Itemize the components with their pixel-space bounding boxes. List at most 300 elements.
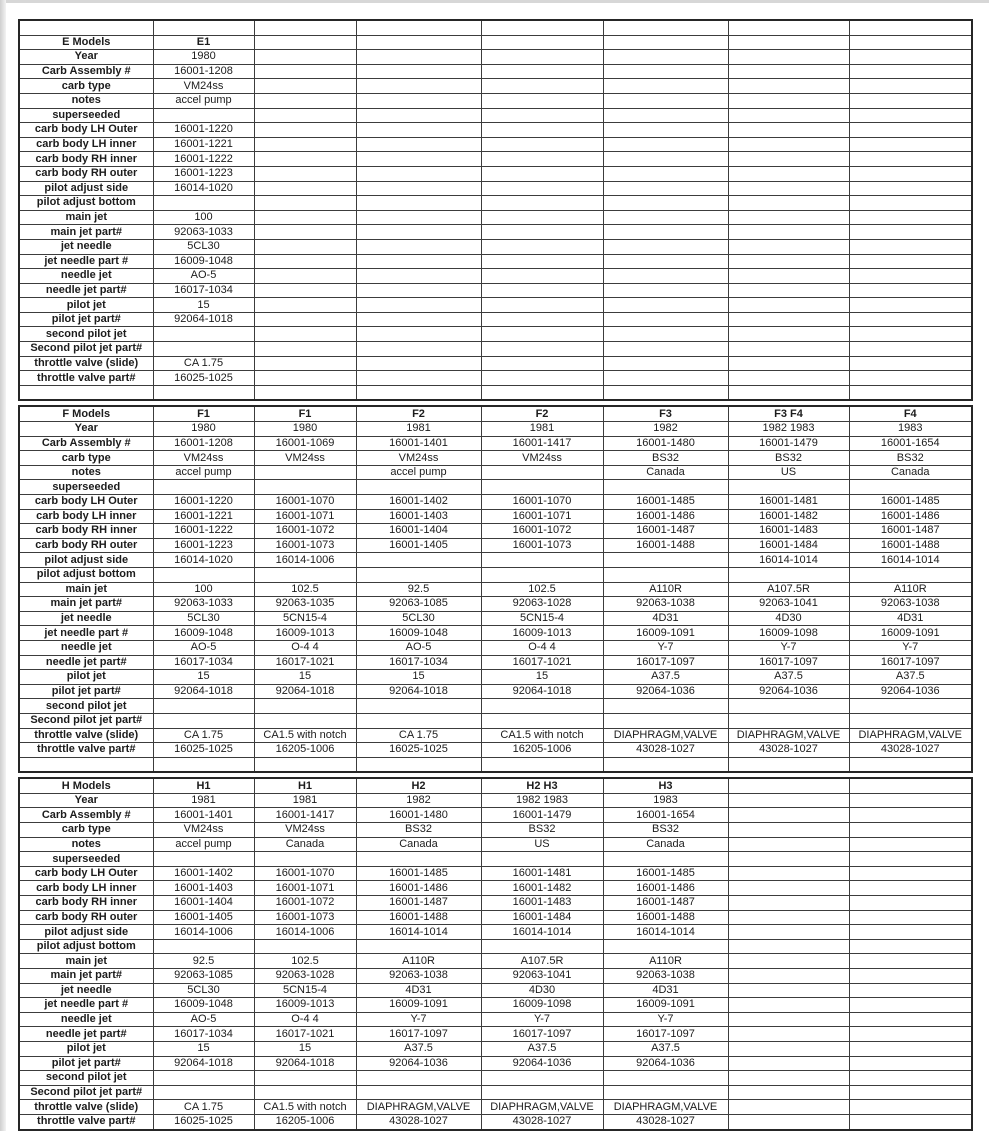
data-cell [849,93,972,108]
row-label: throttle valve (slide) [19,728,153,743]
data-cell: 16001-1402 [153,866,254,881]
data-cell [153,852,254,867]
data-cell [849,298,972,313]
data-cell: 16001-1487 [849,524,972,539]
data-cell [603,137,728,152]
data-cell [603,283,728,298]
data-cell [356,939,481,954]
column-header [849,35,972,50]
data-cell: 16017-1097 [728,655,849,670]
data-cell: 16009-1098 [481,998,603,1013]
data-cell: 16009-1091 [849,626,972,641]
data-cell: 16001-1486 [849,509,972,524]
data-cell [254,480,356,495]
data-cell [153,699,254,714]
data-cell [849,50,972,65]
row-label: carb body LH inner [19,137,153,152]
data-cell: 16001-1487 [603,896,728,911]
table-row [19,1012,972,1027]
data-cell [849,254,972,269]
data-cell: 16001-1484 [728,538,849,553]
data-cell [728,283,849,298]
data-cell [728,342,849,357]
data-cell: A107.5R [481,954,603,969]
row-label: carb body LH Outer [19,866,153,881]
data-cell: 16025-1025 [153,743,254,758]
column-header [254,35,356,50]
data-cell: Y-7 [356,1012,481,1027]
row-label: pilot adjust bottom [19,196,153,211]
table-row [19,567,972,582]
section-title: E Models [19,35,153,50]
data-cell [603,196,728,211]
table-row [19,108,972,123]
column-header: F3 F4 [728,406,849,421]
data-cell: 16014-1006 [254,553,356,568]
row-label: pilot adjust side [19,925,153,940]
table-row [19,79,972,94]
data-cell: 16001-1654 [603,808,728,823]
data-cell: 92063-1041 [728,597,849,612]
data-cell [254,269,356,284]
data-cell: 92064-1036 [849,684,972,699]
blank-label-cell [19,20,153,35]
data-cell [481,327,603,342]
row-label: needle jet part# [19,1027,153,1042]
data-cell: 5CL30 [153,239,254,254]
data-cell: 16001-1487 [356,896,481,911]
data-cell [728,239,849,254]
table-row [19,64,972,79]
data-cell: 16001-1488 [603,910,728,925]
data-cell [254,254,356,269]
data-cell: 16001-1482 [728,509,849,524]
data-cell [849,1085,972,1100]
column-header [849,778,972,793]
row-label: needle jet [19,640,153,655]
data-cell [356,342,481,357]
blank-cell [153,757,254,772]
data-cell [849,1100,972,1115]
data-cell: A37.5 [849,670,972,685]
data-cell: 16001-1482 [481,881,603,896]
row-label: superseeded [19,480,153,495]
data-cell: VM24ss [254,823,356,838]
data-cell [603,713,728,728]
data-cell: 1981 [481,422,603,437]
data-cell: 16001-1070 [254,866,356,881]
row-label: carb body LH Outer [19,495,153,510]
data-cell [728,1114,849,1129]
data-cell: 15 [254,670,356,685]
column-header: H3 [603,778,728,793]
row-label: pilot jet part# [19,684,153,699]
data-cell [356,123,481,138]
data-cell [481,181,603,196]
table-row [19,93,972,108]
row-label: carb body RH inner [19,896,153,911]
data-cell [603,269,728,284]
table-row [19,837,972,852]
row-label: Carb Assembly # [19,808,153,823]
data-cell [849,480,972,495]
data-cell [254,567,356,582]
data-cell: 16009-1013 [481,626,603,641]
data-cell: 16001-1073 [481,538,603,553]
data-cell [356,181,481,196]
section-title: F Models [19,406,153,421]
table-row [19,239,972,254]
data-cell: 16001-1479 [728,436,849,451]
data-cell [849,881,972,896]
data-cell: AO-5 [153,1012,254,1027]
table-row [19,969,972,984]
data-cell [849,79,972,94]
data-cell [481,50,603,65]
data-cell [481,225,603,240]
data-cell: 16009-1048 [153,254,254,269]
data-cell: CA 1.75 [153,728,254,743]
data-cell: accel pump [153,837,254,852]
data-cell [481,137,603,152]
data-cell [356,152,481,167]
data-cell [481,123,603,138]
data-cell: 92063-1028 [481,597,603,612]
data-cell: 16001-1404 [356,524,481,539]
data-cell: 43028-1027 [603,1114,728,1129]
data-cell: DIAPHRAGM,VALVE [603,728,728,743]
data-cell: 16001-1486 [603,881,728,896]
data-cell [728,1071,849,1086]
data-cell: US [728,465,849,480]
data-cell: 16014-1006 [153,925,254,940]
data-cell: 92063-1038 [849,597,972,612]
data-cell [728,152,849,167]
data-cell: A110R [849,582,972,597]
data-cell: 16205-1006 [254,1114,356,1129]
data-cell [728,567,849,582]
data-cell [849,210,972,225]
data-cell: 4D31 [603,983,728,998]
data-cell [849,64,972,79]
row-label: notes [19,465,153,480]
data-cell: 16014-1014 [603,925,728,940]
data-cell [728,969,849,984]
data-cell [254,108,356,123]
data-cell: 16001-1488 [849,538,972,553]
data-cell [849,823,972,838]
table-row [19,1027,972,1042]
table-row [19,254,972,269]
data-cell [254,79,356,94]
blank-cell [849,20,972,35]
data-cell: BS32 [603,823,728,838]
table-row [19,166,972,181]
data-cell [254,93,356,108]
table-row [19,670,972,685]
row-label: needle jet part# [19,655,153,670]
data-cell: 16017-1021 [254,1027,356,1042]
data-cell: 16001-1481 [481,866,603,881]
data-cell [356,210,481,225]
data-cell: CA 1.75 [356,728,481,743]
data-cell [728,713,849,728]
data-cell: 1982 1983 [728,422,849,437]
data-cell: 16001-1220 [153,495,254,510]
column-header [728,778,849,793]
row-label: notes [19,93,153,108]
data-cell: 1980 [153,50,254,65]
data-cell [254,225,356,240]
data-cell [254,137,356,152]
data-cell [481,312,603,327]
table-row [19,793,972,808]
row-label: carb body RH outer [19,910,153,925]
table-row [19,655,972,670]
data-cell: BS32 [849,451,972,466]
row-label: second pilot jet [19,699,153,714]
data-cell: A37.5 [603,670,728,685]
blank-cell [603,385,728,400]
data-cell: 16001-1208 [153,436,254,451]
data-cell [481,480,603,495]
row-label: main jet [19,954,153,969]
data-cell [728,910,849,925]
table-row [19,538,972,553]
data-cell [356,225,481,240]
data-cell: 16025-1025 [153,371,254,386]
data-cell [849,196,972,211]
row-label: pilot adjust bottom [19,567,153,582]
data-cell [356,312,481,327]
data-cell: 92064-1018 [254,684,356,699]
data-cell [728,925,849,940]
data-cell [603,852,728,867]
data-cell: 16017-1021 [481,655,603,670]
data-cell: 43028-1027 [356,1114,481,1129]
data-cell: 92063-1038 [356,969,481,984]
data-cell: A110R [603,582,728,597]
data-cell [481,298,603,313]
row-label: main jet part# [19,969,153,984]
data-cell: O-4 4 [254,640,356,655]
data-cell: 16001-1404 [153,896,254,911]
data-cell: 16009-1013 [254,626,356,641]
blank-cell [254,20,356,35]
column-header [728,35,849,50]
data-cell: 16001-1488 [356,910,481,925]
e-models-table [18,19,973,401]
data-cell [728,79,849,94]
data-cell [254,713,356,728]
data-cell: 16001-1405 [356,538,481,553]
data-cell: BS32 [728,451,849,466]
data-cell [481,713,603,728]
data-cell: 5CL30 [356,611,481,626]
blank-cell [153,385,254,400]
data-cell [481,269,603,284]
blank-cell [728,757,849,772]
table-row [19,998,972,1013]
data-cell: DIAPHRAGM,VALVE [356,1100,481,1115]
data-cell [849,1056,972,1071]
table-row [19,640,972,655]
table-row [19,327,972,342]
row-label: throttle valve (slide) [19,356,153,371]
data-cell [481,1071,603,1086]
data-cell [849,108,972,123]
data-cell: 5CN15-4 [254,611,356,626]
data-cell [481,283,603,298]
data-cell [849,356,972,371]
data-cell [849,181,972,196]
column-header: H1 [153,778,254,793]
data-cell [356,713,481,728]
data-cell [603,181,728,196]
data-cell [481,93,603,108]
data-cell [254,327,356,342]
data-cell: accel pump [153,93,254,108]
data-cell: 5CN15-4 [254,983,356,998]
data-cell: Y-7 [728,640,849,655]
row-label: main jet [19,210,153,225]
data-cell: 16001-1220 [153,123,254,138]
data-cell [254,852,356,867]
data-cell [356,298,481,313]
data-cell: 16001-1481 [728,495,849,510]
data-cell [481,254,603,269]
table-row [19,524,972,539]
blank-cell [481,757,603,772]
data-cell: 16001-1072 [254,524,356,539]
data-cell [254,50,356,65]
column-header [356,35,481,50]
data-cell [728,64,849,79]
data-cell: 16025-1025 [356,743,481,758]
table-row [19,684,972,699]
data-cell: 16017-1097 [356,1027,481,1042]
data-cell: 16017-1034 [356,655,481,670]
table-row [19,436,972,451]
table-row [19,743,972,758]
data-cell [603,371,728,386]
data-cell [728,1056,849,1071]
data-cell: 92064-1018 [153,312,254,327]
blank-cell [481,385,603,400]
data-cell [254,342,356,357]
data-cell: A37.5 [603,1041,728,1056]
data-cell: 92063-1038 [603,597,728,612]
data-cell [481,239,603,254]
data-cell: VM24ss [153,79,254,94]
data-cell: 15 [153,298,254,313]
blank-label-cell [19,757,153,772]
data-cell: 16009-1091 [603,998,728,1013]
row-label: jet needle [19,983,153,998]
data-cell [728,181,849,196]
data-cell [153,713,254,728]
data-cell [254,196,356,211]
data-cell: CA1.5 with notch [254,1100,356,1115]
data-cell [356,254,481,269]
data-cell: 16014-1014 [849,553,972,568]
data-cell [481,152,603,167]
table-row [19,1041,972,1056]
row-label: pilot jet [19,670,153,685]
data-cell [153,480,254,495]
data-cell: 16205-1006 [481,743,603,758]
data-cell: 16001-1208 [153,64,254,79]
data-cell: 92063-1085 [356,597,481,612]
data-cell [849,983,972,998]
data-cell [728,1100,849,1115]
data-cell [728,210,849,225]
data-cell [356,239,481,254]
data-cell: 16001-1401 [356,436,481,451]
data-cell [603,939,728,954]
table-row [19,196,972,211]
data-cell [728,480,849,495]
data-cell: 92064-1036 [481,1056,603,1071]
data-cell [153,327,254,342]
table-row [19,910,972,925]
table-row [19,1071,972,1086]
data-cell [153,567,254,582]
data-cell: 16001-1417 [481,436,603,451]
row-label: needle jet [19,269,153,284]
data-cell [356,852,481,867]
table-row [19,713,972,728]
table-row [19,509,972,524]
column-header: F2 [481,406,603,421]
row-label: Year [19,422,153,437]
table-row [19,1100,972,1115]
data-cell: Canada [849,465,972,480]
section-title: H Models [19,778,153,793]
blank-row [19,757,972,772]
column-header: F3 [603,406,728,421]
row-label: notes [19,837,153,852]
data-cell: 16001-1483 [481,896,603,911]
data-cell: 16001-1403 [153,881,254,896]
data-cell [849,852,972,867]
data-cell [603,298,728,313]
data-cell [728,793,849,808]
data-cell: 16001-1403 [356,509,481,524]
data-cell [728,823,849,838]
data-cell [849,166,972,181]
blank-row [19,385,972,400]
data-cell: 16017-1097 [481,1027,603,1042]
data-cell [728,699,849,714]
data-cell: DIAPHRAGM,VALVE [603,1100,728,1115]
data-cell: 16017-1034 [153,655,254,670]
data-cell: DIAPHRAGM,VALVE [728,728,849,743]
data-cell [356,480,481,495]
row-label: carb body RH outer [19,166,153,181]
data-cell [153,342,254,357]
data-cell: 92064-1018 [153,684,254,699]
row-label: jet needle [19,611,153,626]
data-cell [603,553,728,568]
data-cell [849,939,972,954]
data-cell [153,939,254,954]
data-cell [481,64,603,79]
data-cell [849,998,972,1013]
data-cell [481,567,603,582]
data-cell [254,152,356,167]
data-cell: BS32 [603,451,728,466]
